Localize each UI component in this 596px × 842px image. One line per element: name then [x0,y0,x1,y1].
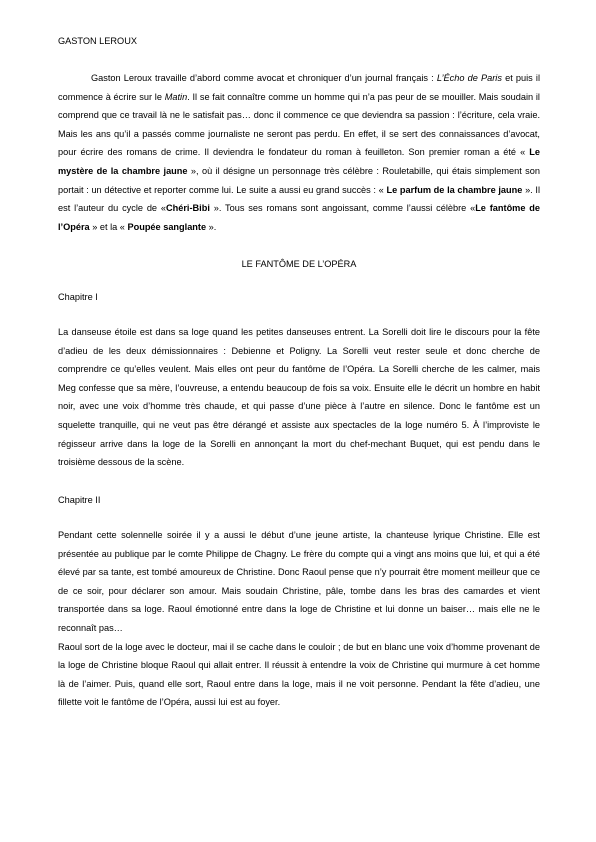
bio-text: », où il désigne un personnage très célèbre : Rouletabille, qui étais simplement son portait : un détective et reporter comme lui. Le suite a aussi eu grand succès : « [58,165,540,195]
book-title: Le fantôme de l’Opéra [58,203,541,232]
book-title: Chéri-Bibi [165,203,210,214]
bio-text: ». [206,221,217,232]
chapter-2-summary [58,526,540,712]
paragraph: Raoul sort de la loge avec le docteur, mai il se cache dans le couloir ; de but en blanc une voix d’homme provenant de la loge de Christine bloque Raoul qui allait entrer. Il réussit à entendre la voix de Christine qui murmure à cet homme là de l’aimer. Puis, quand elle sort, Raoul entre dans la loge, mais il ne voit personne. Pendant la fête d’adieu, une fillette voit le fantôme de l’Opéra, aussi lui est au foyer. [58,641,540,708]
book-title: Poupée sanglante [127,221,207,232]
bio-text: . Il se fait connaître comme un homme qui n’a pas peur de se mouiller. Mais soudain il comprend que ce travail là ne le satisfait pas… donc il commence ce que deviendra sa passion : l’écriture, cela vraie. Mais les ans qu’il a passés comme journaliste ne seront pas perdu. En effet, il se sert des connaissances d’avocat, pour écrire des romans de crime. Il deviendra le fondateur du roman à feuilleton. Son premier roman a été « [58,91,540,158]
book-title-heading: LE FANTÔME DE L’OPÉRA [241,259,357,269]
bio-text: » et la « [89,221,128,232]
chapter-title: Chapitre I [58,292,98,302]
book-title: Le parfum de la chambre jaune [386,184,523,195]
bio-text: et puis il commence à écrire sur le [58,73,540,102]
newspaper-title: Matin [164,91,188,102]
paragraph: La danseuse étoile est dans sa loge quand les petites danseuses entrent. La Sorelli doit lire le discours pour la fête d’adieu de les deux démissionnaires : Debienne et Poligny. La Sorelli veut rester seule et donc cherche de comprendre ce qu’elles veulent. Mais elles ont peur du fantôme de l’Opéra. La Sorelli cherche de les calmer, mais Meg confesse que sa mère, l’ouvreuse, a entendu beaucoup de fois sa voix. Ensuite elle le décrit un hombre en habit noir, avec une voix d’homme très chaude, et qui passe d’une pièce à l’autre en silence. Donc le fantôme est un squelette tranquille, qui ne veut pas être dérangé et assiste aux spectacles de la loge numéro 5. À l’improviste le régisseur arrive dans la loge de la Sorelli en annonçant la mort du chef-mechant Buquet, qui est pendu dans le troisième dessous de la scène. [58,327,540,468]
chapter-title: Chapitre II [58,495,101,505]
biography-paragraph [58,69,540,236]
chapter-1-summary [58,323,540,472]
newspaper-title: L’Écho de Paris [436,73,502,83]
bio-text: ». Il est l’auteur du cycle de « [58,184,541,214]
bio-text: ». Tous ses romans sont angoissant, comme l’aussi célèbre « [209,203,476,214]
paragraph: Pendant cette solennelle soirée il y a aussi le début d’une jeune artiste, la chanteuse lyrique Christine. Elle est présentée au publique par le comte Philippe de Chagny. Le frère du compte qui a vingt ans moins que lui, et qui a été élevé par sa tante, est tombé amoureux de Christine. Donc Raoul pense que n’y pourrait être moment meilleur que ce de ce soir, pour déclarer son amour. Mais soudain Christine, pâle, tombe dans les bras des camardes et vient transportée dans sa loge. Raoul émotionné entre dans la loge de Christine et lui donne un baiser… mais elle ne le reconnaît pas… [58,530,540,633]
bio-text: Gaston Leroux travaille d’abord comme avocat et chroniquer d’un journal français : [91,73,437,83]
author-heading: GASTON LEROUX [58,36,137,46]
book-title: Le mystère de la chambre jaune [58,147,540,176]
